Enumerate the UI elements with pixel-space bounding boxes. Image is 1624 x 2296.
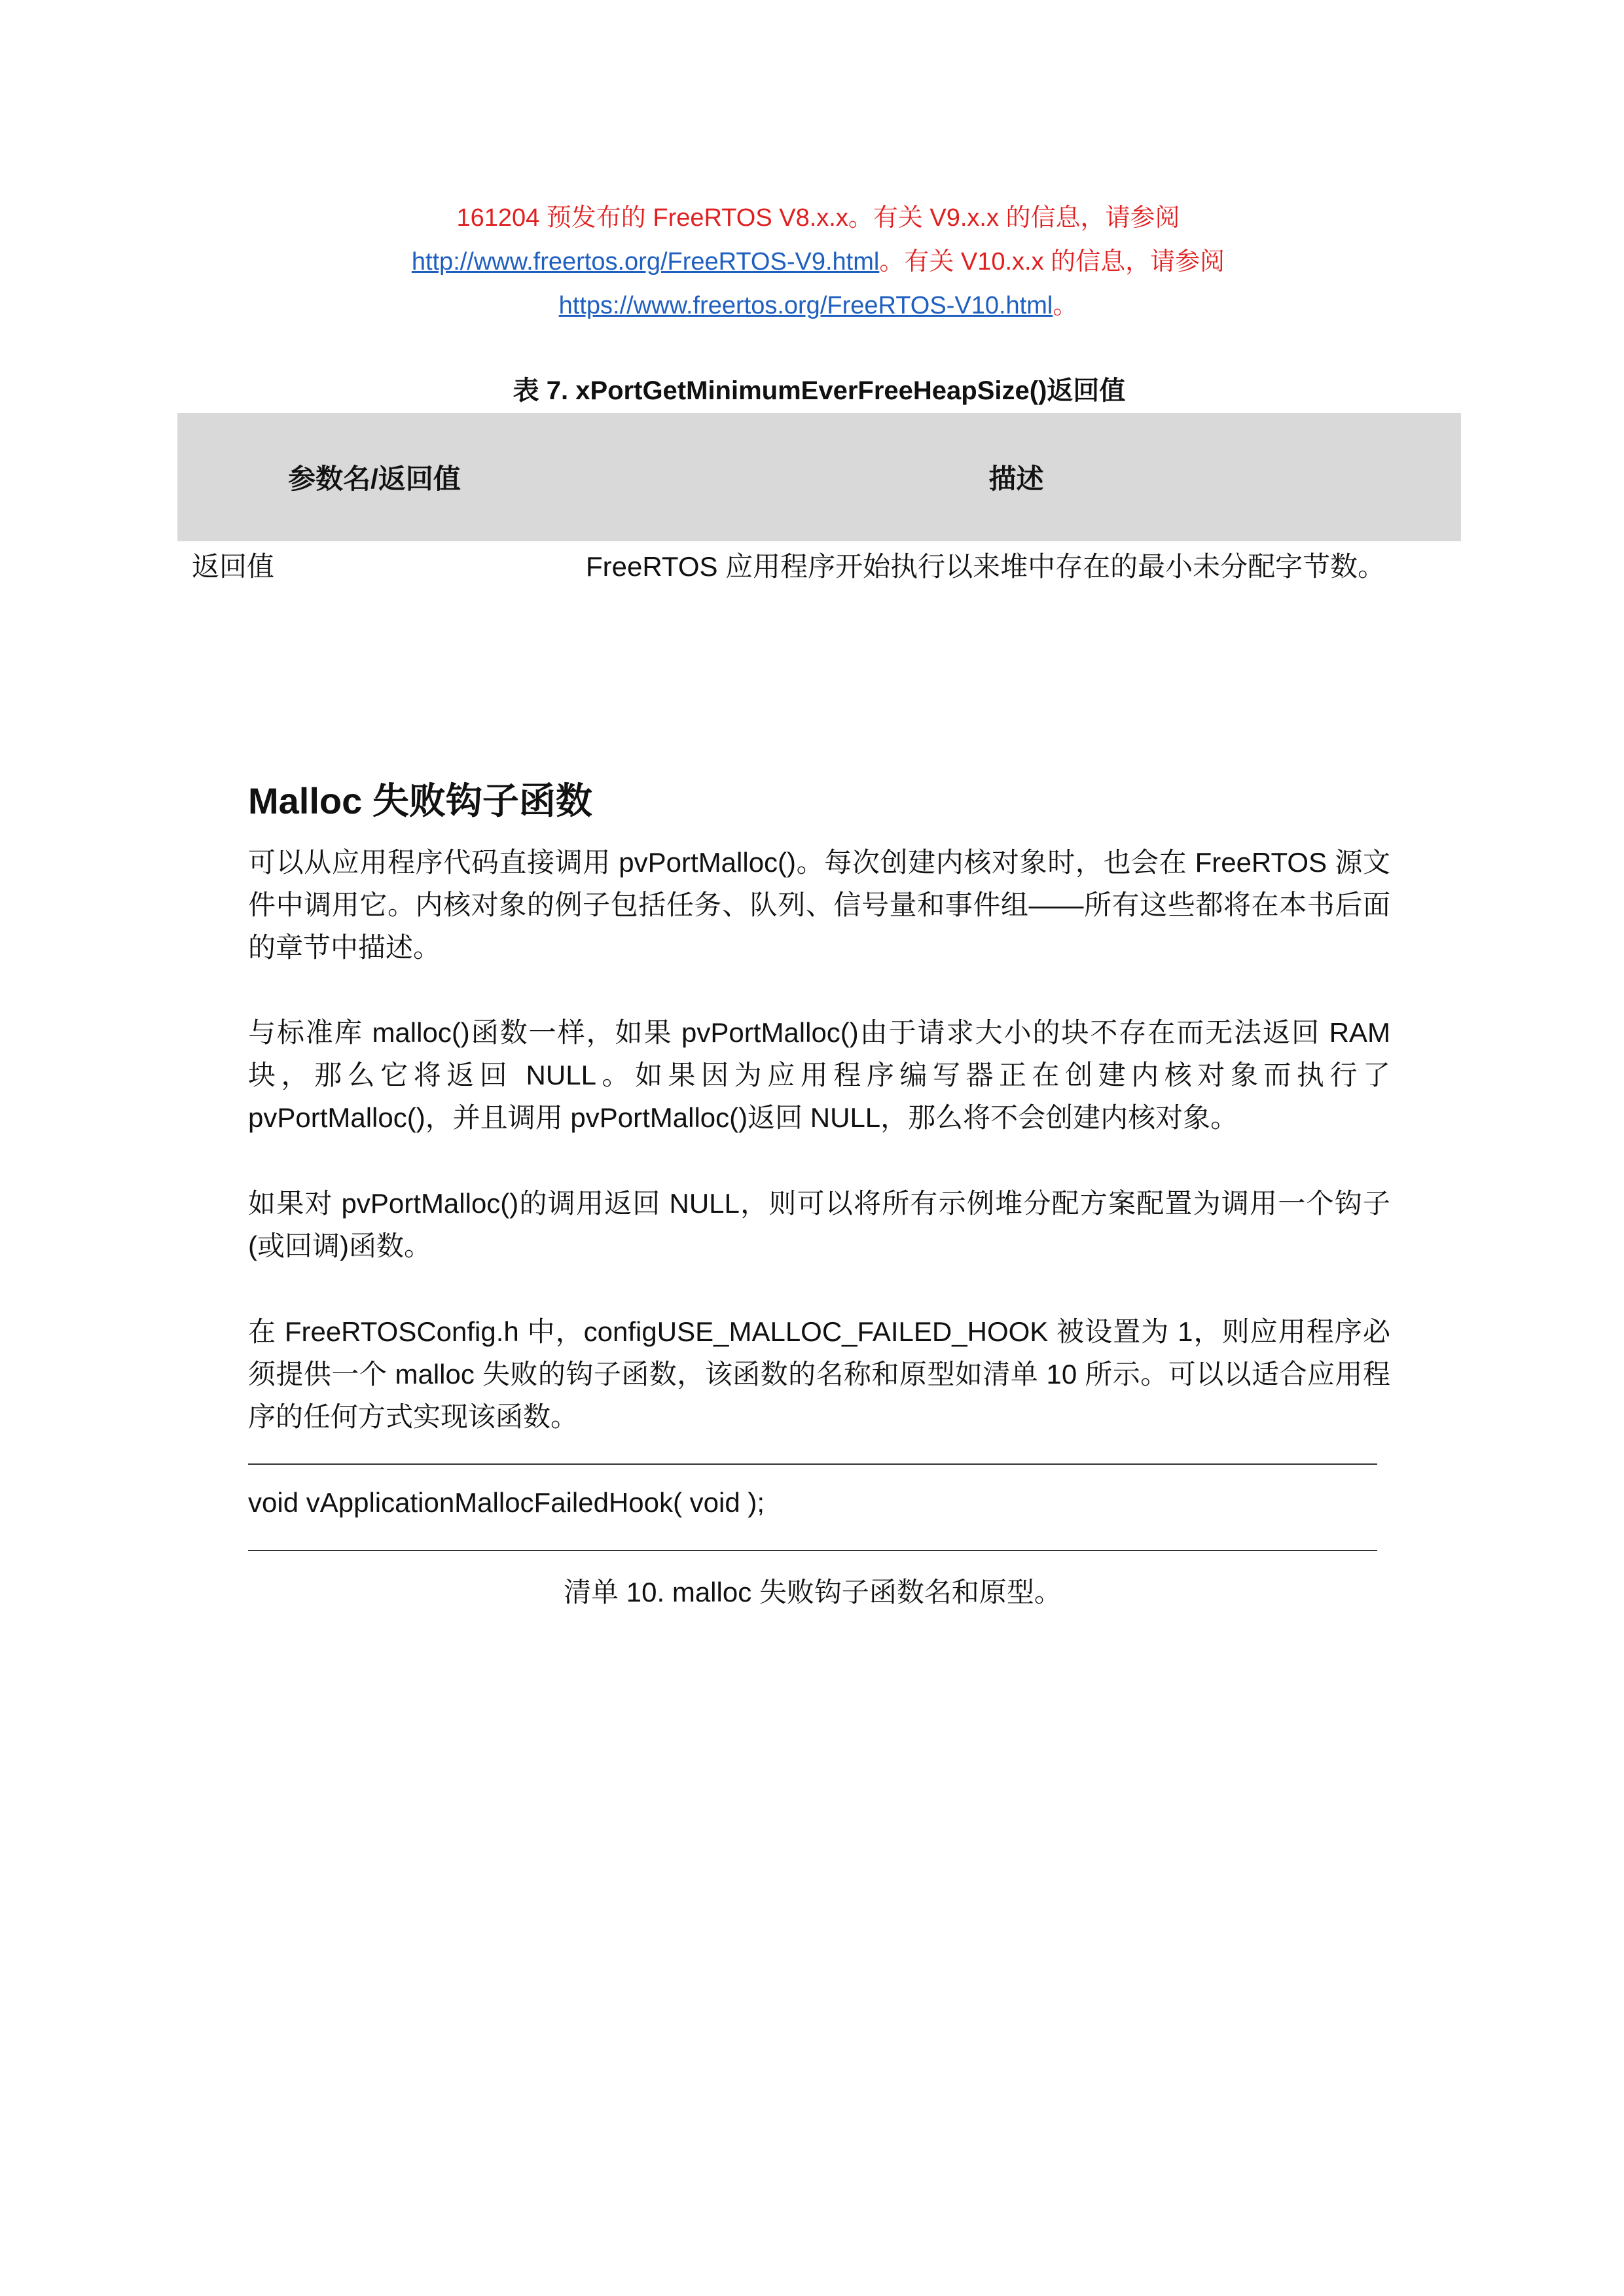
table-row — [177, 541, 1461, 591]
version-note — [262, 196, 1375, 328]
paragraph: 可以从应用程序代码直接调用 pvPortMalloc()。每次创建内核对象时，也会在 FreeRTOS 源文件中调用它。内核对象的例子包括任务、队列、信号量和事件组——所有这些都将在本书后面的章节中描述。 — [248, 847, 1390, 963]
code-listing: void vApplicationMallocFailedHook( void ); — [248, 1487, 765, 1518]
table-cell: 返回值 — [192, 551, 275, 582]
table-cell: FreeRTOS 应用程序开始执行以来堆中存在的最小未分配字节数。 — [586, 551, 1386, 582]
divider — [248, 1550, 1377, 1551]
listing-caption: 清单 10. malloc 失败钩子函数名和原型。 — [564, 1577, 1062, 1607]
freertos-v9-link[interactable]: http://www.freertos.org/FreeRTOS-V9.html — [411, 248, 880, 276]
section-heading: Malloc 失败钩子函数 — [248, 780, 592, 821]
table-caption: 表 7. xPortGetMinimumEverFreeHeapSize()返回值 — [513, 376, 1126, 405]
table-header-row — [177, 413, 1461, 541]
note-text: 161204 预发布的 FreeRTOS V8.x.x。有关 V9.x.x 的信息，请参阅 — [456, 204, 1180, 232]
column-header: 参数名/返回值 — [177, 413, 571, 541]
freertos-v10-link[interactable]: https://www.freertos.org/FreeRTOS-V10.html — [558, 292, 1053, 319]
divider — [248, 1463, 1377, 1465]
note-text: 。 — [1053, 292, 1078, 319]
paragraph: 与标准库 malloc()函数一样，如果 pvPortMalloc()由于请求大小的块不存在而无法返回 RAM 块，那么它将返回 NULL。如果因为应用程序编写器正在创建内核对象而执行了 pvPortMalloc()，并且调用 pvPortMalloc()返回 NULL，那么将不会创建内核对象。 — [248, 1017, 1390, 1133]
paragraph: 在 FreeRTOSConfig.h 中，configUSE_MALLOC_FAILED_HOOK 被设置为 1，则应用程序必须提供一个 malloc 失败的钩子函数，该函数的名称和原型如清单 10 所示。可以以适合应用程序的任何方式实现该函数。 — [248, 1316, 1390, 1432]
paragraph: 如果对 pvPortMalloc()的调用返回 NULL，则可以将所有示例堆分配方案配置为调用一个钩子(或回调)函数。 — [248, 1188, 1390, 1261]
column-header: 描述 — [571, 413, 1461, 541]
return-value-table — [177, 413, 1461, 591]
note-text: 。有关 V10.x.x 的信息，请参阅 — [879, 248, 1225, 276]
